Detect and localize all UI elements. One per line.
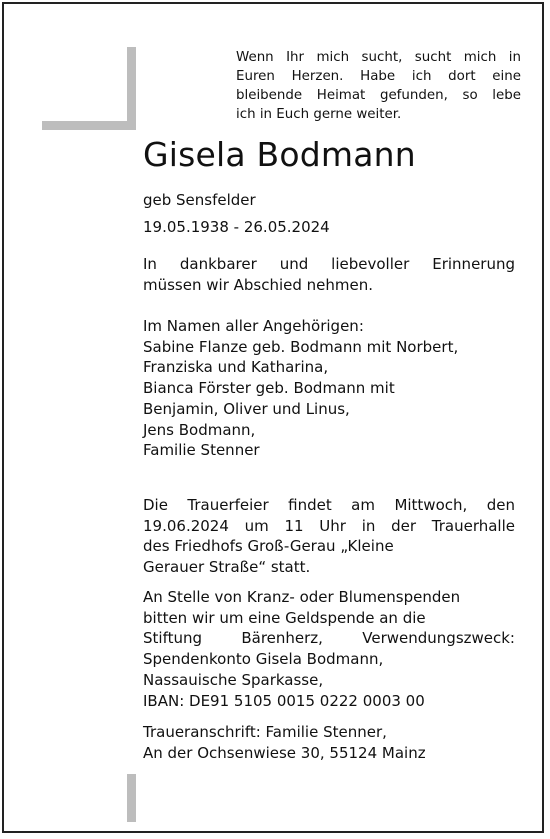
decorative-bar-horizontal: [42, 121, 136, 130]
family-line: Benjamin, Oliver und Linus,: [143, 399, 350, 418]
address-line: Traueranschrift: Familie Stenner,: [143, 723, 387, 741]
quote-line: ich in Euch gerne weiter.: [236, 107, 402, 122]
donation-info: [143, 587, 515, 711]
quote-line: bleibende Heimat gefunden, so lebe: [236, 88, 521, 103]
family-line: Familie Stenner: [143, 441, 260, 460]
quote-line: Euren Herzen. Habe ich dort eine: [236, 69, 521, 84]
donation-line: bitten wir um eine Geldspende an die: [143, 608, 426, 627]
donation-line: Spendenkonto Gisela Bodmann,: [143, 650, 384, 669]
intro-line: müssen wir Abschied nehmen.: [143, 275, 374, 294]
ceremony-line: Die Trauerfeier findet am Mittwoch, den: [143, 496, 515, 514]
mourning-address: [143, 722, 515, 763]
donation-line: Nassauische Sparkasse,: [143, 670, 324, 689]
deceased-name: Gisela Bodmann: [143, 135, 416, 174]
ceremony-line: des Friedhofs Groß-Gerau „Kleine: [143, 537, 394, 556]
memorial-quote: [236, 48, 521, 124]
ceremony-line: 19.06.2024 um 11 Uhr in der Trauerhalle: [143, 516, 515, 535]
life-dates: 19.05.1938 - 26.05.2024: [143, 218, 330, 236]
quote-line: Wenn Ihr mich sucht, sucht mich in: [236, 50, 521, 65]
family-line: Im Namen aller Angehörigen:: [143, 317, 364, 335]
decorative-bar-vertical-top: [127, 47, 136, 129]
ceremony-info: [143, 495, 515, 578]
family-list: [143, 316, 515, 461]
intro-text: [143, 254, 515, 295]
family-line: Bianca Förster geb. Bodmann mit: [143, 379, 395, 398]
family-line: Jens Bodmann,: [143, 420, 256, 439]
address-line: An der Ochsenwiese 30, 55124 Mainz: [143, 743, 426, 762]
family-line: Franziska und Katharina,: [143, 358, 329, 377]
donation-line: An Stelle von Kranz- oder Blumenspenden: [143, 588, 461, 606]
birth-name: geb Sensfelder: [143, 191, 256, 209]
intro-line: In dankbarer und liebevoller Erinnerung: [143, 255, 515, 273]
family-line: Sabine Flanze geb. Bodmann mit Norbert,: [143, 337, 459, 356]
donation-iban: IBAN: DE91 5105 0015 0222 0003 00: [143, 691, 425, 710]
donation-line: Stiftung Bärenherz, Verwendungszweck:: [143, 629, 515, 648]
decorative-bar-vertical-bottom: [127, 774, 136, 822]
ceremony-line: Gerauer Straße“ statt.: [143, 558, 311, 577]
